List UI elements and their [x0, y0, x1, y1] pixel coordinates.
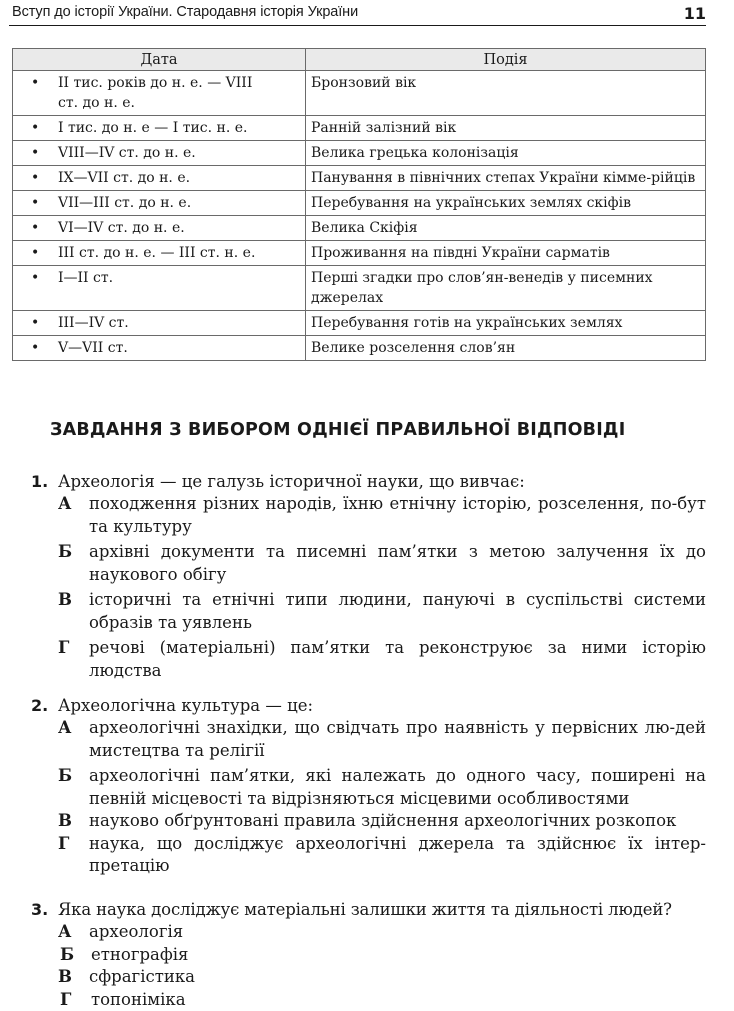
question-number: 3. — [31, 898, 48, 921]
answer-options-grid — [31, 921, 706, 1011]
column-header-date: Дата — [13, 49, 306, 71]
answer-option-v[interactable] — [58, 966, 381, 989]
answer-option-b[interactable] — [60, 944, 383, 967]
option-text: археологічні знахідки, що свідчать про наявність у первісних лю-дей мистецтва та релігії — [89, 718, 706, 760]
option-text: археологія — [89, 922, 183, 941]
event-cell: Перші згадки про слов’ян-венедів у писемних джерелах — [306, 266, 706, 311]
question-2 — [31, 694, 706, 878]
question-1 — [31, 470, 706, 682]
date-cell: • I тис. до н. е — I тис. н. е. — [13, 116, 306, 141]
question-stem — [31, 898, 706, 921]
question-3 — [31, 898, 706, 1011]
answer-option-a[interactable] — [31, 717, 706, 762]
table-row — [13, 266, 706, 311]
date-cell: • III ст. до н. е. — III ст. н. е. — [13, 241, 306, 266]
option-letter: Б — [58, 541, 72, 564]
answer-option-b[interactable] — [31, 541, 706, 586]
answer-option-g[interactable] — [31, 637, 706, 682]
table-row — [13, 241, 706, 266]
option-text: історичні та етнічні типи людини, пануючі в суспільстві системи образів та уявлень — [89, 590, 706, 632]
table-row — [13, 71, 706, 116]
option-letter: Г — [58, 637, 69, 660]
option-letter: А — [58, 717, 71, 740]
event-cell: Перебування готів на українських землях — [306, 311, 706, 336]
event-cell: Велика грецька колонізація — [306, 141, 706, 166]
answer-option-v[interactable] — [31, 589, 706, 634]
table-row — [13, 311, 706, 336]
header-divider — [9, 25, 706, 26]
event-cell: Велике розселення слов’ян — [306, 336, 706, 361]
question-text: Яка наука досліджує матеріальні залишки життя та діяльності людей? — [58, 900, 672, 919]
answer-option-a[interactable] — [58, 921, 381, 944]
date-cell: • I—II ст. — [13, 266, 306, 311]
option-text: речові (матеріальні) пам’ятки та реконструює за ними історію людства — [89, 638, 706, 680]
option-text: сфрагістика — [89, 967, 195, 986]
option-text: походження різних народів, їхню етнічну історію, розселення, по-бут та культуру — [89, 494, 706, 536]
event-cell: Панування в північних степах України кімме-рійців — [306, 166, 706, 191]
table-row — [13, 336, 706, 361]
date-cell: • V—VII ст. — [13, 336, 306, 361]
question-stem — [31, 470, 706, 493]
table-row — [13, 166, 706, 191]
option-letter: В — [58, 589, 72, 612]
date-cell: • VII—III ст. до н. е. — [13, 191, 306, 216]
event-cell: Перебування на українських землях скіфів — [306, 191, 706, 216]
option-letter: В — [58, 966, 72, 989]
answer-option-g[interactable] — [31, 833, 706, 878]
table-row — [13, 216, 706, 241]
option-text: археологічні пам’ятки, які належать до одного часу, поширені на певній місцевості та відрізняються місцевими особливостями — [89, 766, 706, 808]
question-text: Археологічна культура — це: — [58, 696, 313, 715]
answer-option-b[interactable] — [31, 765, 706, 810]
option-letter: Б — [58, 765, 72, 788]
question-text: Археологія — це галузь історичної науки, що вивчає: — [58, 472, 525, 491]
option-text: наука, що досліджує археологічні джерела та здійснює їх інтер-претацію — [89, 834, 706, 876]
column-header-event: Подія — [306, 49, 706, 71]
date-cell: • II тис. років до н. е. — VIII ст. до н. е. — [13, 71, 306, 116]
table-row — [13, 191, 706, 216]
answer-option-g[interactable] — [60, 989, 383, 1011]
option-letter: Г — [60, 989, 71, 1011]
page-number: 11 — [684, 4, 706, 23]
question-stem — [31, 694, 706, 717]
option-text: етнографія — [91, 945, 188, 964]
date-cell: • III—IV ст. — [13, 311, 306, 336]
option-letter: А — [58, 921, 71, 944]
event-cell: Ранній залізний вік — [306, 116, 706, 141]
event-cell: Проживання на півдні України сарматів — [306, 241, 706, 266]
answer-option-v[interactable] — [31, 810, 706, 833]
table-row — [13, 141, 706, 166]
option-text: науково обґрунтовані правила здійснення археологічних розкопок — [89, 811, 676, 830]
table-header-row — [13, 49, 706, 71]
event-cell: Велика Скіфія — [306, 216, 706, 241]
question-number: 2. — [31, 694, 48, 717]
date-cell: • VIII—IV ст. до н. е. — [13, 141, 306, 166]
section-title: ЗАВДАННЯ З ВИБОРОМ ОДНІЄЇ ПРАВИЛЬНОЇ ВІДПОВІДІ — [50, 420, 625, 440]
option-text: архівні документи та писемні пам’ятки з метою залучення їх до наукового обігу — [89, 542, 706, 584]
date-cell: • IX—VII ст. до н. е. — [13, 166, 306, 191]
option-letter: А — [58, 493, 71, 516]
event-cell: Бронзовий вік — [306, 71, 706, 116]
date-cell: • VI—IV ст. до н. е. — [13, 216, 306, 241]
option-letter: В — [58, 810, 72, 833]
answer-option-a[interactable] — [31, 493, 706, 538]
page-header — [9, 3, 706, 27]
option-text: топоніміка — [91, 990, 186, 1009]
running-title: Вступ до історії України. Стародавня історія України — [12, 4, 358, 20]
option-letter: Б — [60, 944, 74, 967]
table-row — [13, 116, 706, 141]
chronology-table — [12, 48, 706, 361]
option-letter: Г — [58, 833, 69, 856]
question-number: 1. — [31, 470, 48, 493]
